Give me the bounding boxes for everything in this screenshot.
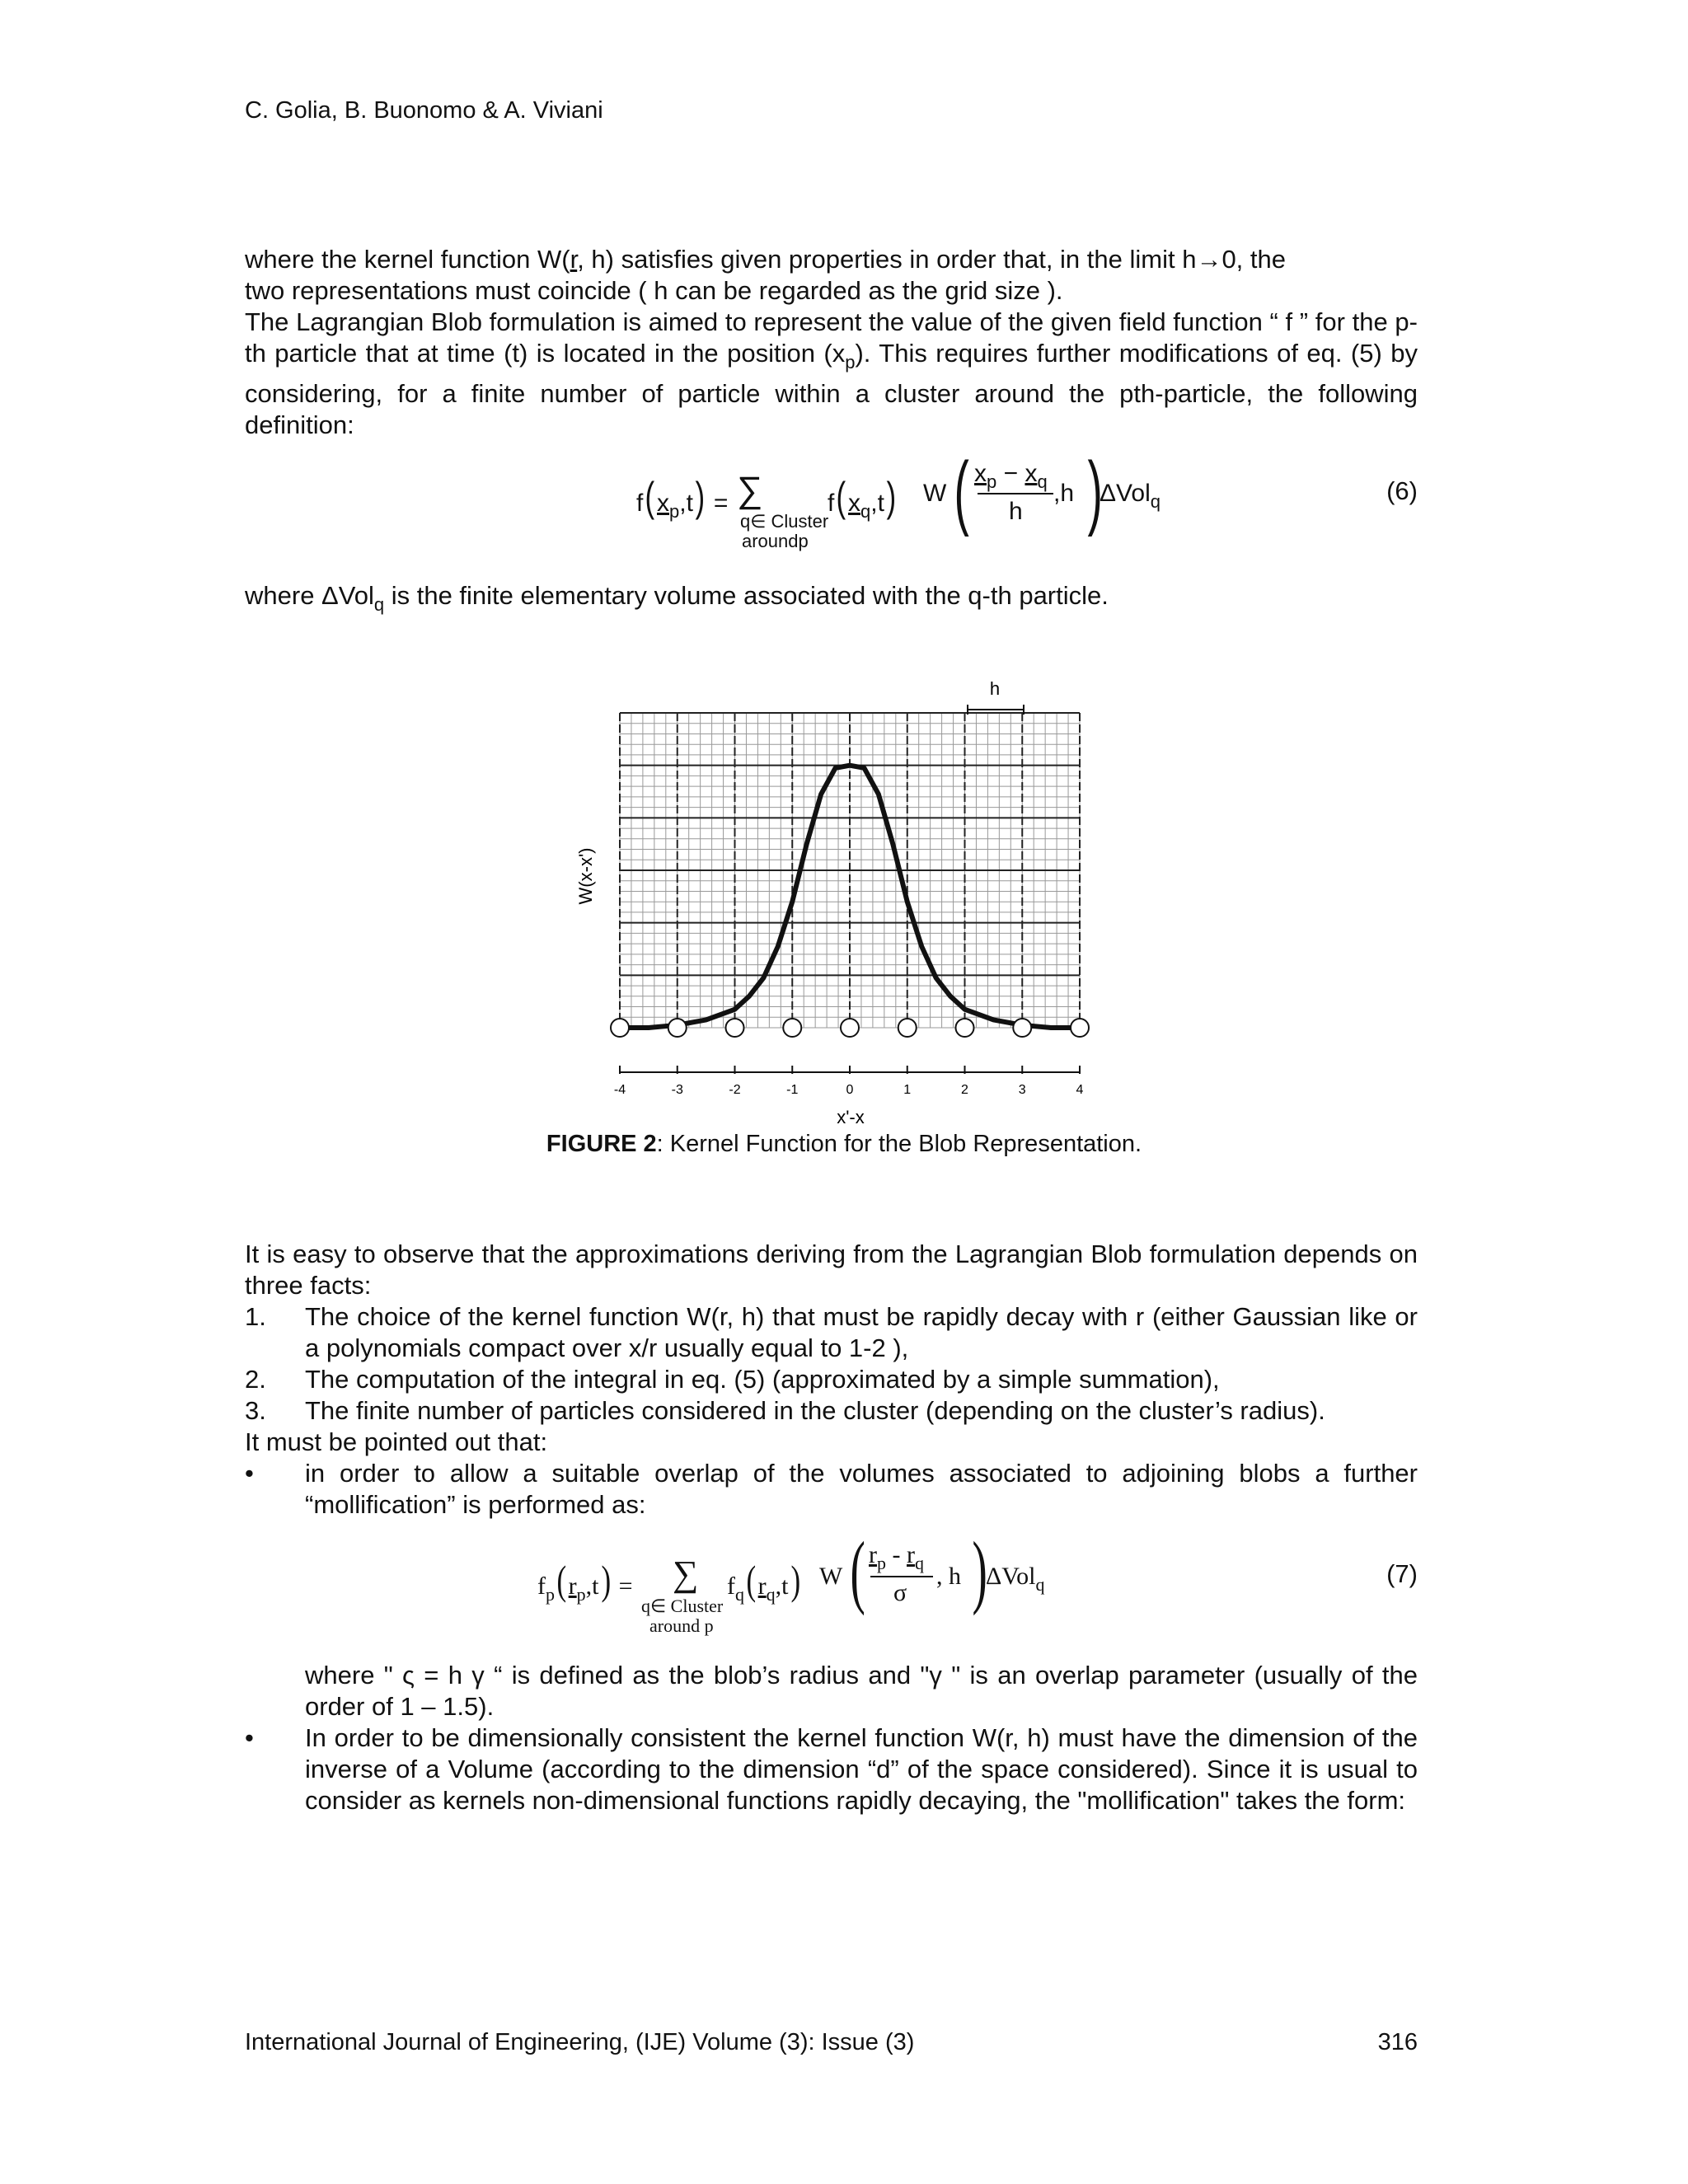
footer-page-number: 316: [1377, 2029, 1418, 2055]
particle-marker: [726, 1019, 744, 1037]
equation-7-number: (7): [1386, 1559, 1418, 1588]
x-axis-label: x'-x: [837, 1107, 865, 1127]
bullet-mollification: • in order to allow a suitable overlap of the volumes associated to adjoining blobs a further “mollification” is performed as:: [245, 1459, 1418, 1519]
equation-7: $f_p(r_p,t)$ = ∑ q∈ Cluster around p $f_q(r_q,t)$ W ( $r_p - r_q$ σ , h ) ΔVol$_q$: [537, 1525, 1045, 1636]
footer-journal: International Journal of Engineering, (IJE) Volume (3): Issue (3): [245, 2029, 915, 2055]
kernel-function-chart: [569, 672, 1113, 1133]
h-annotation-label: h: [989, 678, 1001, 699]
list-item: 3. The finite number of particles considered in the cluster (depending on the cluster’s radius).: [245, 1396, 1325, 1425]
running-header: C. Golia, B. Buonomo & A. Viviani: [245, 97, 603, 124]
figure-caption: FIGURE 2: Kernel Function for the Blob Representation.: [546, 1131, 1142, 1157]
equation-6: $f(x_p,t)$ = ∑ q∈ Cluster aroundp $f(x_q,t)$ W ( $x_p - x_q$ h ,h ) ΔVol$_q$: [636, 445, 1160, 551]
particle-marker: [956, 1019, 974, 1037]
paragraph-dvol: where ΔVol$_q$ is the finite elementary volume associated with the q-th particle.: [245, 581, 1109, 615]
chart-x-axis: [614, 1066, 1084, 1097]
numbered-list: [245, 1301, 1418, 1427]
chart-grid: [620, 713, 1080, 1028]
particle-marker: [1013, 1019, 1031, 1037]
particle-marker: [611, 1019, 629, 1037]
bullet-dimension: • In order to be dimensionally consistent the kernel function W(r, h) must have the dimension of the inverse of a Volume (according to the dimension “d” of the space considered). Since it is usual to consider as kernels non-dimensional functions rapidly decaying, the "mollification" takes the form:: [245, 1723, 1418, 1815]
paragraph-sigma: where " ς = h γ “ is defined as the blob’s radius and "γ " is an overlap parameter (usually of the order of 1 – 1.5).: [305, 1661, 1418, 1721]
paragraph-kernel-intro: where the kernel function W(r, h) satisfies given properties in order that, in the limit h→0, the two representations must coincide ( h can be regarded as the grid size ).: [245, 245, 1286, 305]
particle-marker: [841, 1019, 859, 1037]
x-tick-label: -1: [786, 1083, 799, 1097]
x-tick-label: -3: [671, 1083, 683, 1097]
x-tick-label: 1: [903, 1083, 912, 1097]
particle-marker: [1071, 1019, 1089, 1037]
x-tick-label: -4: [613, 1083, 626, 1097]
paragraph-pointed-out: It must be pointed out that:: [245, 1427, 548, 1456]
x-tick-label: 2: [961, 1083, 968, 1097]
particle-marker: [783, 1019, 801, 1037]
x-tick-label: 3: [1018, 1083, 1026, 1097]
chart-markers: [611, 1019, 1089, 1037]
x-tick-label: -2: [729, 1083, 741, 1097]
particle-marker: [898, 1019, 917, 1037]
paragraph-approximations: It is easy to observe that the approximations deriving from the Lagrangian Blob formulation depends on three facts:: [245, 1240, 1418, 1300]
list-item: 1. The choice of the kernel function W(r, h) that must be rapidly decay with r (either Gaussian like or a polynomials compact over x/r usually equal to 1-2 ),: [245, 1302, 1418, 1362]
x-tick-label: 0: [846, 1083, 854, 1097]
equation-6-number: (6): [1386, 476, 1418, 505]
x-tick-label: 4: [1076, 1083, 1084, 1097]
list-item: 2. The computation of the integral in eq. (5) (approximated by a simple summation),: [245, 1365, 1220, 1394]
particle-marker: [668, 1019, 687, 1037]
paragraph-blob-formulation: The Lagrangian Blob formulation is aimed to represent the value of the given field function “ f ” for the p-th particle that at time (t) is located in the position $(x_p)$. This requires further modifications of eq. (5) by considering, for a finite number of particle within a cluster around the pth-particle, the following definition:: [245, 307, 1418, 439]
y-axis-label: W(x-x'): [575, 847, 596, 905]
